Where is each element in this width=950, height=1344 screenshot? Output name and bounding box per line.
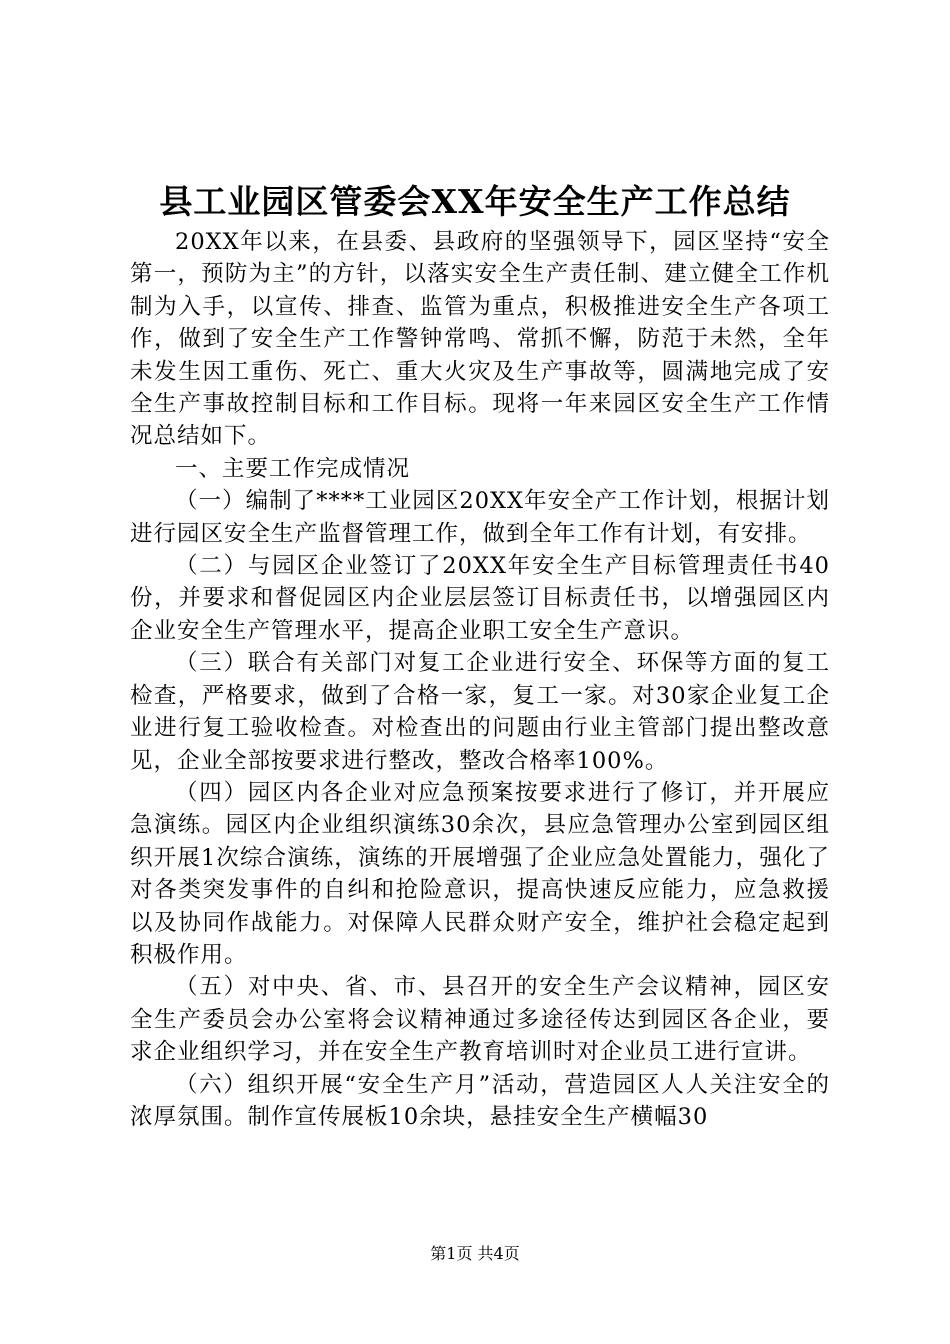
paragraph-item-1: （一）编制了****工业园区20XX年安全产工作计划，根据计划进行园区安全生产监督管理工作，做到全年工作有计划，有安排。 <box>130 488 830 547</box>
paragraph-item-3: （三）联合有关部门对复工企业进行安全、环保等方面的复工检查，严格要求，做到了合格一家，复工一家。对30家企业复工企业进行复工验收检查。对检查出的问题由行业主管部门提出整改意见，企业全部按要求进行整改，整改合格率100%。 <box>130 650 830 774</box>
section-heading: 一、主要工作完成情况 <box>175 455 411 482</box>
paragraph-intro: 20XX年以来，在县委、县政府的坚强领导下，园区坚持“安全第一，预防为主”的方针，以落实安全生产责任制、建立健全工作机制为入手，以宣传、排查、监管为重点，积极推进安全生产各项工作，做到了安全生产工作警钟常鸣、常抓不懈，防范于未然，全年未发生因工重伤、死亡、重大火灾及生产事故等，圆满地完成了安全生产事故控制目标和工作目标。现将一年来园区安全生产工作情况总结如下。 <box>130 229 830 450</box>
document-title: 县工业园区管委会XX年安全生产工作总结 <box>159 182 791 221</box>
paragraph-item-5: （五）对中央、省、市、县召开的安全生产会议精神，园区安全生产委员会办公室将会议精神通过多途径传达到园区各企业，要求企业组织学习，并在安全生产教育培训时对企业员工进行宣讲。 <box>130 974 830 1066</box>
page-number-footer: 第1页 共4页 <box>430 1244 520 1263</box>
paragraph-item-2: （二）与园区企业签订了20XX年安全生产目标管理责任书40份，并要求和督促园区内企业层层签订目标责任书，以增强园区内企业安全生产管理水平，提高企业职工安全生产意识。 <box>130 553 830 644</box>
paragraph-item-4: （四）园区内各企业对应急预案按要求进行了修订，并开展应急演练。园区内企业组织演练30余次，县应急管理办公室到园区组织开展1次综合演练，演练的开展增强了企业应急处置能力，强化了对各类突发事件的自纠和抢险意识，提高快速反应能力，应急救援以及协同作战能力。对保障人民群众财产安全，维护社会稳定起到积极作用。 <box>130 779 830 968</box>
document-body <box>130 226 830 1133</box>
paragraph-item-6: （六）组织开展“安全生产月”活动，营造园区人人关注安全的浓厚氛围。制作宣传展板10余块，悬挂安全生产横幅30 <box>130 1071 830 1130</box>
